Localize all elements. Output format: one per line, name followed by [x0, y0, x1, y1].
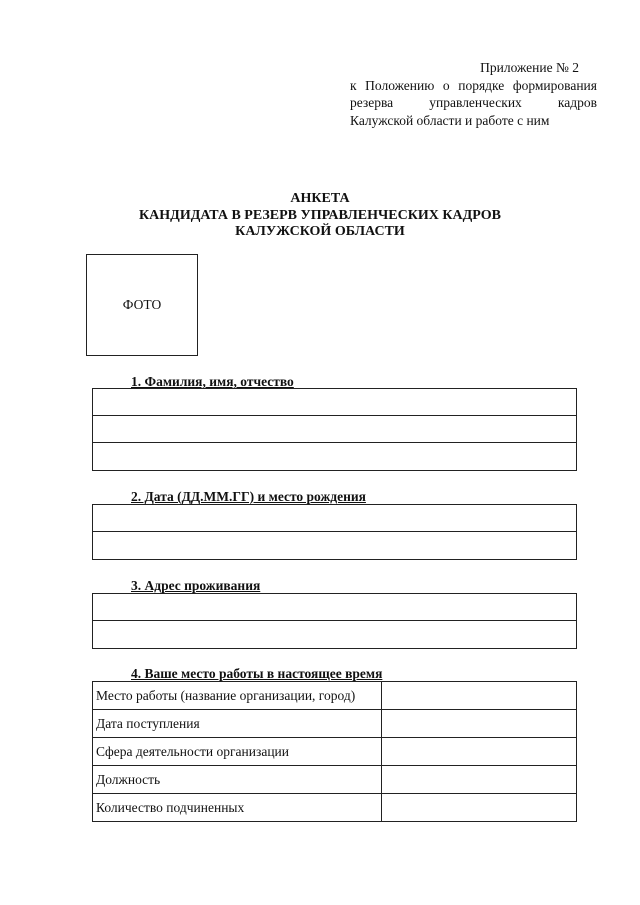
work-value-subordinates[interactable] — [382, 794, 577, 822]
work-value-position[interactable] — [382, 766, 577, 794]
work-value-start-date[interactable] — [382, 710, 577, 738]
work-label-position: Должность — [93, 766, 382, 794]
address-line-2[interactable] — [93, 621, 576, 648]
photo-label: ФОТО — [122, 297, 162, 312]
address-line-1[interactable] — [93, 594, 576, 621]
work-label-start-date: Дата поступления — [93, 710, 382, 738]
address-field-group — [92, 593, 577, 649]
appendix-block — [350, 59, 597, 129]
table-row — [93, 794, 577, 822]
table-row — [93, 766, 577, 794]
form-title: АНКЕТА — [290, 191, 350, 206]
fullname-line-3[interactable] — [93, 443, 576, 470]
fullname-line-1[interactable] — [93, 389, 576, 416]
work-label-organization: Место работы (название организации, город) — [93, 682, 382, 710]
section-4-heading: 4. Ваше место работы в настоящее время — [131, 666, 383, 681]
work-value-organization[interactable] — [382, 682, 577, 710]
work-value-sphere[interactable] — [382, 738, 577, 766]
table-row — [93, 682, 577, 710]
section-2-heading: 2. Дата (ДД.ММ.ГГ) и место рождения — [131, 489, 366, 504]
appendix-line-3: резерва управленческих кадров — [350, 95, 597, 110]
work-label-sphere: Сфера деятельности организации — [93, 738, 382, 766]
fullname-field-group — [92, 388, 577, 471]
appendix-line-4: Калужской области и работе с ним — [350, 112, 550, 128]
section-1-heading: 1. Фамилия, имя, отчество — [131, 374, 294, 389]
form-subtitle-1: КАНДИДАТА В РЕЗЕРВ УПРАВЛЕНЧЕСКИХ КАДРОВ — [139, 208, 501, 223]
section-3-heading: 3. Адрес проживания — [131, 578, 261, 593]
appendix-number: Приложение № 2 — [480, 60, 579, 75]
table-row — [93, 710, 577, 738]
table-row — [93, 738, 577, 766]
birth-field-group — [92, 504, 577, 560]
form-subtitle-2: КАЛУЖСКОЙ ОБЛАСТИ — [235, 224, 405, 239]
appendix-line-2: к Положению о порядке формирования — [350, 77, 597, 93]
photo-box[interactable] — [86, 254, 198, 356]
birth-line-1[interactable] — [93, 505, 576, 532]
work-label-subordinates: Количество подчиненных — [93, 794, 382, 822]
work-table — [92, 681, 577, 822]
fullname-line-2[interactable] — [93, 416, 576, 443]
birth-line-2[interactable] — [93, 532, 576, 559]
